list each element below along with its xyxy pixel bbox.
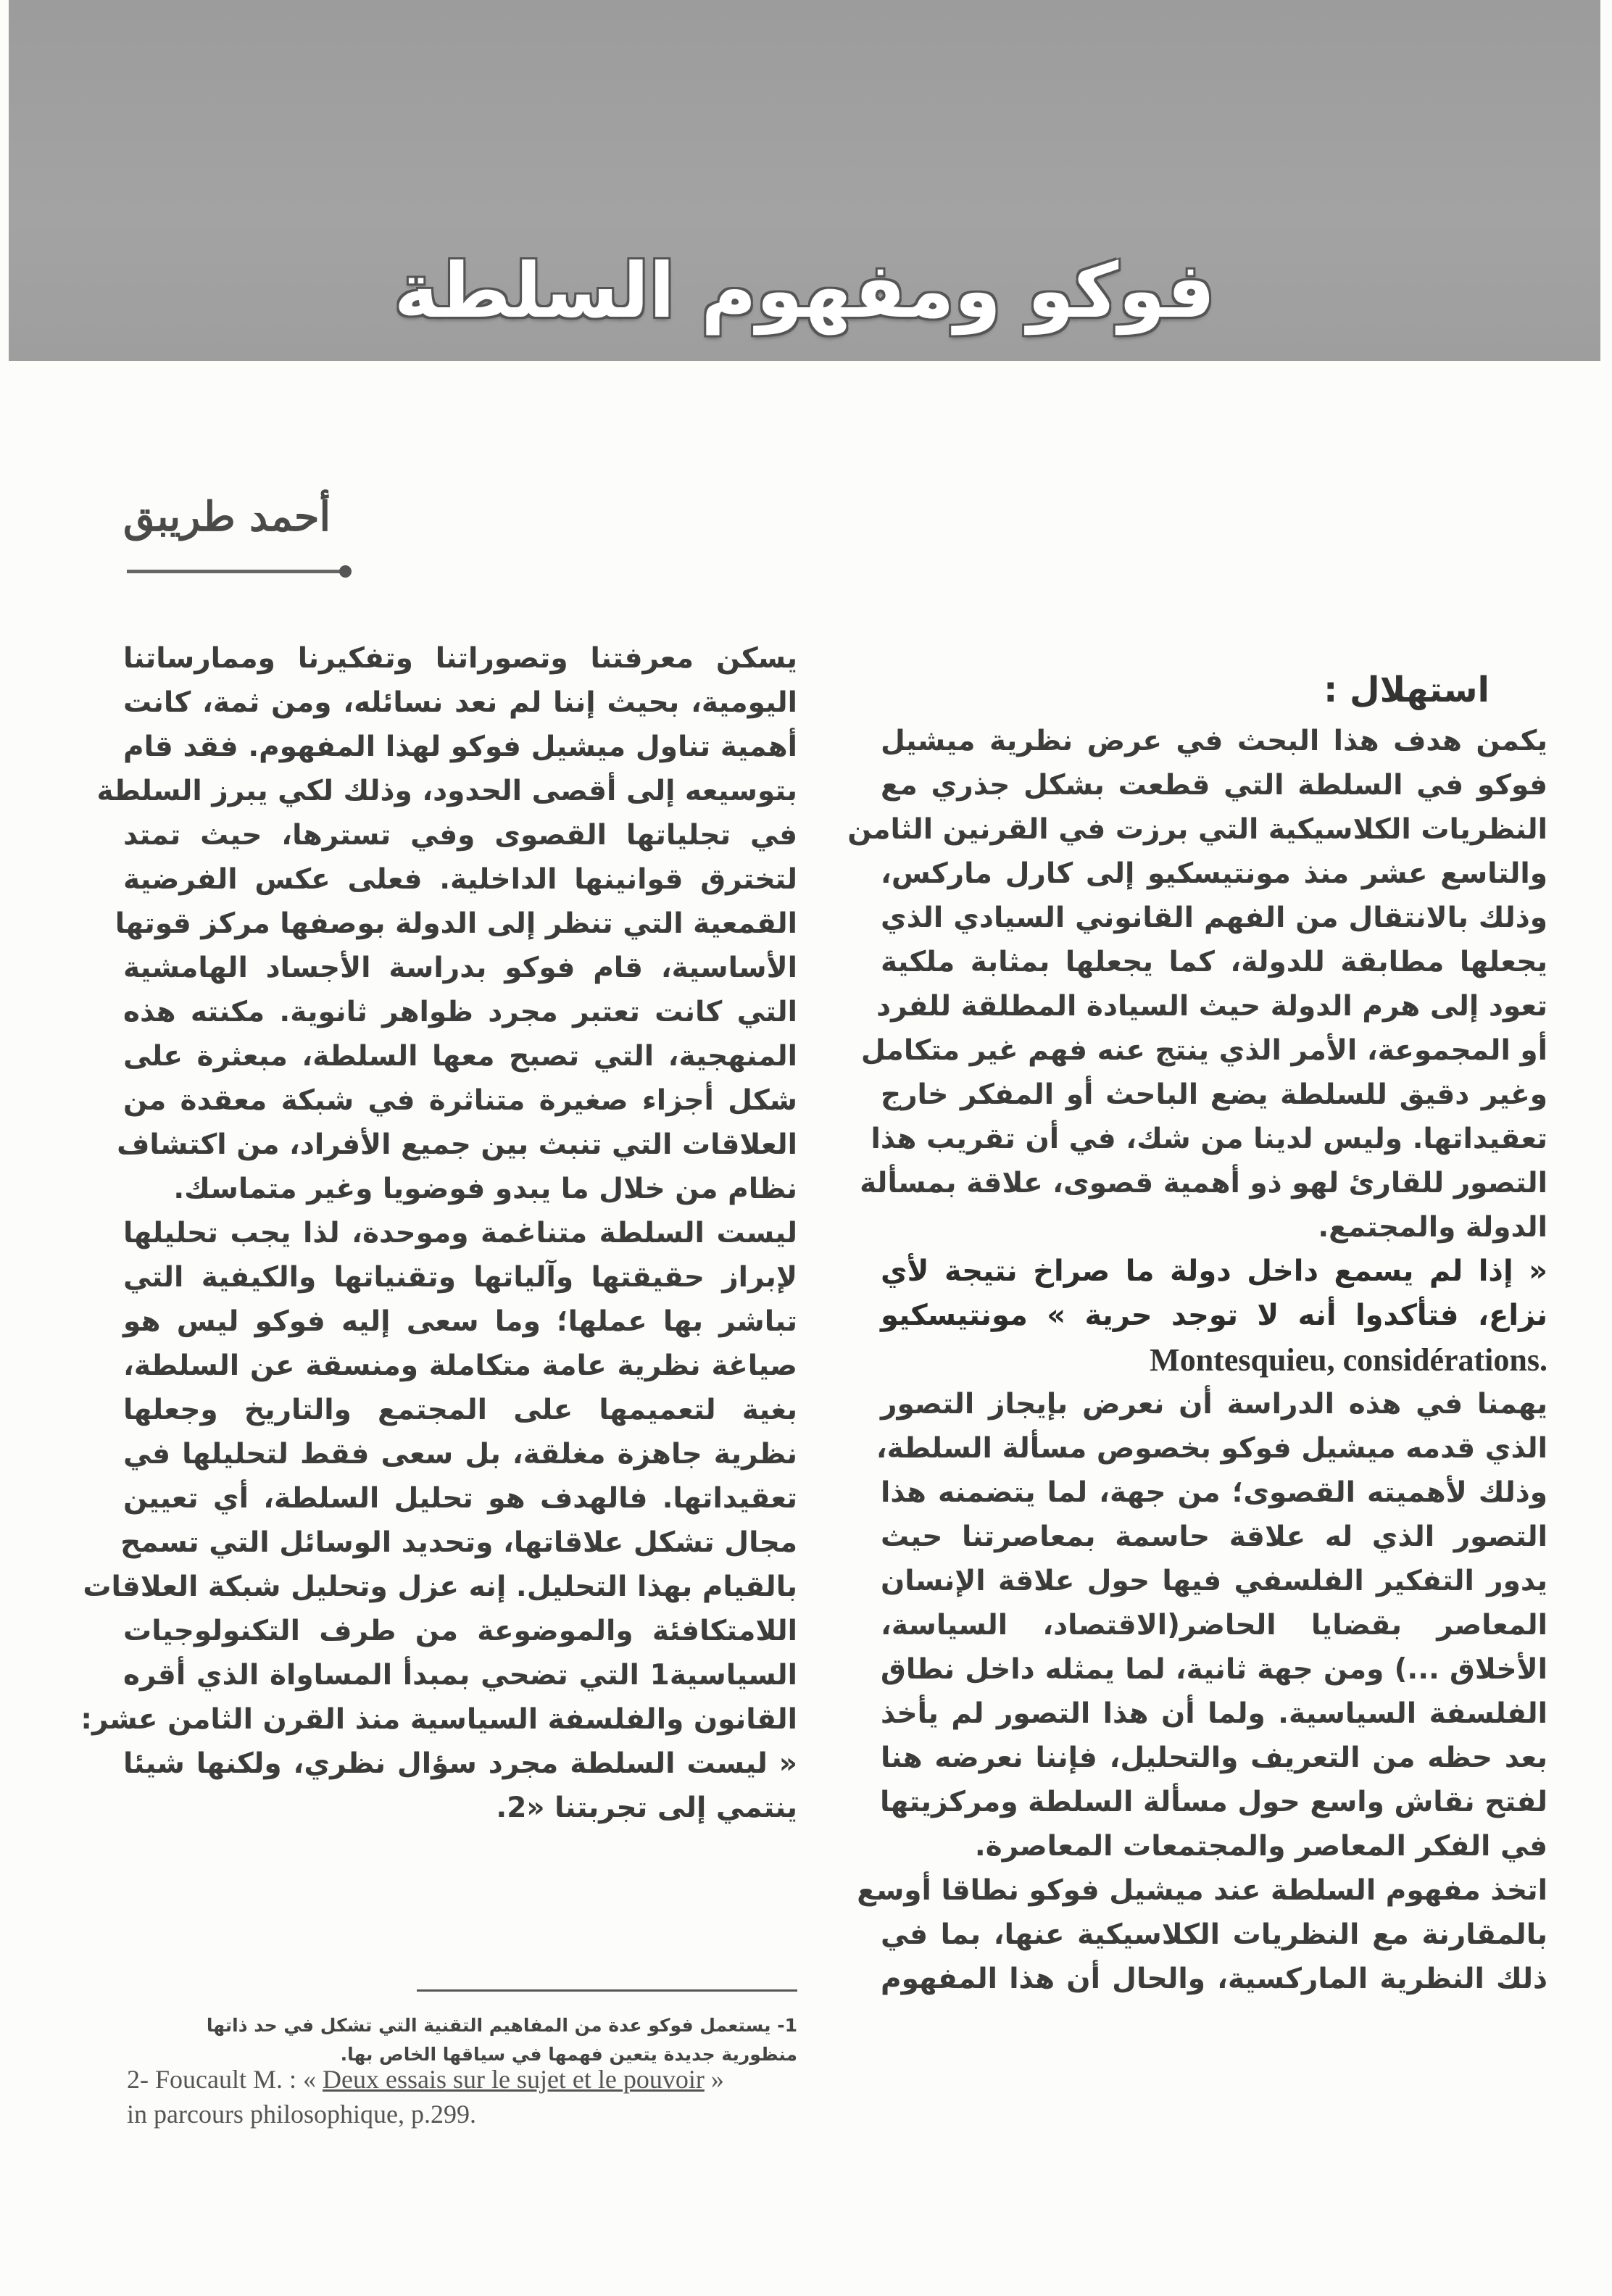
text-line: لفتح نقاش واسع حول مسألة السلطة ومركزيتها bbox=[880, 1786, 1547, 1818]
text-line: ليست السلطة متناغمة وموحدة، لذا يجب تحليلها bbox=[123, 1217, 797, 1249]
section-heading: استهلال : bbox=[1324, 670, 1490, 710]
article-title: فوكو ومفهوم السلطة bbox=[394, 246, 1216, 335]
text-line: بالمقارنة مع النظريات الكلاسيكية عنها، بما في bbox=[881, 1918, 1547, 1951]
text-line: السياسية1 التي تضحي بمبدأ المساواة الذي أقره bbox=[123, 1659, 797, 1692]
text-line: القانون والفلسفة السياسية منذ القرن الثامن عشر: bbox=[80, 1703, 797, 1736]
text-line: وغير دقيق للسلطة يضع الباحث أو المفكر خارج bbox=[881, 1078, 1547, 1111]
text-line: التصور الذي له علاقة حاسمة بمعاصرتنا حيث bbox=[881, 1521, 1547, 1553]
text-line: الفلسفة السياسية. ولما أن هذا التصور لم يأخذ bbox=[881, 1697, 1547, 1730]
author-name: أحمد طريبق bbox=[123, 493, 331, 541]
left-column bbox=[80, 636, 797, 1830]
text-line: نظام من خلال ما يبدو فوضويا وغير متماسك. bbox=[173, 1173, 797, 1205]
text-line: تعود إلى هرم الدولة حيث السيادة المطلقة للفرد bbox=[876, 990, 1547, 1023]
text-line: يكمن هدف هذا البحث في عرض نظرية ميشيل bbox=[881, 725, 1547, 757]
footnote-divider bbox=[417, 1989, 797, 1992]
text-line: في الفكر المعاصر والمجتمعات المعاصرة. bbox=[974, 1830, 1547, 1863]
text-line: فوكو في السلطة التي قطعت بشكل جذري مع bbox=[881, 769, 1547, 802]
text-line: تعقيداتها. وليس لدينا من شك، في أن تقريب هذا bbox=[871, 1123, 1547, 1155]
text-line: المنهجية، التي تصبح معها السلطة، مبعثرة على bbox=[123, 1040, 797, 1073]
text-line: العلاقات التي تنبث بين جميع الأفراد، من اكتشاف bbox=[117, 1128, 797, 1161]
text-line: الذي قدمه ميشيل فوكو بخصوص مسألة السلطة، bbox=[876, 1432, 1547, 1465]
text-line: « ليست السلطة مجرد سؤال نظري، ولكنها شيئا bbox=[123, 1747, 797, 1780]
text-line: مجال تشكل علاقاتها، وتحديد الوسائل التي تسمح bbox=[120, 1526, 797, 1559]
text-line: يسكن معرفتنا وتصوراتنا وتفكيرنا وممارساتنا bbox=[123, 642, 797, 675]
text-line: يجعلها مطابقة للدولة، كما يجعلها بمثابة ملكية bbox=[881, 946, 1547, 978]
montesquieu-quote bbox=[881, 1249, 1547, 1338]
text-line: النظريات الكلاسيكية التي برزت في القرنين الثامن bbox=[847, 813, 1547, 846]
text-line: « إذا لم يسمع داخل دولة ما صراخ نتيجة لأي bbox=[881, 1255, 1547, 1288]
text-line: القمعية التي تنظر إلى الدولة بوصفها مركز قوتها bbox=[115, 907, 797, 940]
author-divider-dot bbox=[339, 565, 352, 578]
intro-paragraph-2 bbox=[876, 1382, 1547, 1868]
text-line: المعاصر بقضايا الحاضر(الاقتصاد، السياسة، bbox=[881, 1609, 1547, 1642]
text-line: وذلك بالانتقال من الفهم القانوني السيادي الذي bbox=[881, 902, 1547, 934]
text-line: صياغة نظرية عامة متكاملة ومنسقة عن السلطة، bbox=[123, 1349, 797, 1382]
text-line: تباشر بها عملها؛ وما سعى إليه فوكو ليس هو bbox=[123, 1305, 797, 1338]
text-line: ينتمي إلى تجربتنا «2. bbox=[496, 1792, 797, 1824]
text-line: يهمنا في هذه الدراسة أن نعرض بإيجاز التصور bbox=[881, 1388, 1547, 1421]
text-line: التصور للقارئ لهو ذو أهمية قصوى، علاقة بمسألة bbox=[860, 1167, 1547, 1199]
footnote-2-title: Deux essais sur le sujet et le pouvoir bbox=[322, 2065, 705, 2094]
text-line: لتخترق قوانينها الداخلية. فعلى عكس الفرضية bbox=[123, 863, 797, 896]
text-line: الأخلاق ...) ومن جهة ثانية، لما يمثله داخل نطاق bbox=[881, 1653, 1547, 1686]
text-line: ذلك النظرية الماركسية، والحال أن هذا المفهوم bbox=[881, 1963, 1547, 1995]
author-divider bbox=[127, 570, 344, 573]
intro-paragraph-1 bbox=[847, 719, 1547, 1249]
footnote-1: 1- يستعمل فوكو عدة من المفاهيم التقنية التي تشكل في حد ذاتها منظورية جديدة يتعين فهمها في سياقها الخاص بها. bbox=[206, 2015, 797, 2065]
text-line: نظرية جاهزة مغلقة، بل سعى فقط لتحليلها في bbox=[123, 1438, 797, 1471]
right-column bbox=[847, 661, 1547, 2001]
text-line: بالقيام بهذا التحليل. إنه عزل وتحليل شبكة العلاقات bbox=[83, 1571, 797, 1603]
text-line: اللامتكافئة والموضوعة من طرف التكنولوجيات bbox=[123, 1615, 797, 1647]
text-line: في تجلياتها القصوى وفي تسترها، حيث تمتد bbox=[123, 819, 797, 852]
text-line: الدولة والمجتمع. bbox=[1318, 1211, 1547, 1244]
text-line: أو المجموعة، الأمر الذي ينتج عنه فهم غير متكامل bbox=[860, 1034, 1547, 1067]
footnote-2-suffix: » bbox=[704, 2065, 724, 2094]
footnote-2-source: in parcours philosophique, p.299. bbox=[127, 2100, 476, 2129]
text-line: يدور التفكير الفلسفي فيها حول علاقة الإنسان bbox=[881, 1565, 1547, 1597]
text-line: شكل أجزاء صغيرة متناثرة في شبكة معقدة من bbox=[123, 1084, 797, 1117]
text-line: اليومية، بحيث إننا لم نعد نسائله، ومن ثمة، كانت bbox=[123, 686, 797, 719]
text-line: اتخذ مفهوم السلطة عند ميشيل فوكو نطاقا أوسع bbox=[857, 1874, 1547, 1907]
text-line: تعقيداتها. فالهدف هو تحليل السلطة، أي تعيين bbox=[123, 1482, 797, 1515]
text-line: بتوسيعه إلى أقصى الحدود، وذلك لكي يبرز السلطة bbox=[96, 775, 797, 807]
text-line: لإبراز حقيقتها وآلياتها وتقنياتها والكيفية التي bbox=[123, 1261, 797, 1294]
text-line: وذلك لأهميته القصوى؛ من جهة، لما يتضمنه هذا bbox=[881, 1476, 1547, 1509]
text-line: والتاسع عشر منذ مونتيسكيو إلى كارل ماركس، bbox=[881, 857, 1547, 890]
text-line: الأساسية، قام فوكو بدراسة الأجساد الهامشية bbox=[123, 952, 797, 984]
intro-paragraph-3 bbox=[857, 1868, 1547, 2001]
footnote-2 bbox=[127, 2062, 808, 2131]
quote-source: Montesquieu, considérations. bbox=[1150, 1342, 1547, 1378]
footnote-2-prefix: 2- Foucault M. : « bbox=[127, 2065, 323, 2094]
title-banner bbox=[9, 0, 1600, 361]
text-line: بعد حظه من التعريف والتحليل، فإننا نعرضه هنا bbox=[881, 1742, 1547, 1774]
text-line: أهمية تناول ميشيل فوكو لهذا المفهوم. فقد قام bbox=[123, 731, 797, 763]
text-line: التي كانت تعتبر مجرد ظواهر ثانوية. مكنته هذه bbox=[123, 996, 797, 1028]
text-line: نزاع، فتأكدوا أنه لا توجد حرية » مونتيسكيو bbox=[881, 1299, 1547, 1332]
text-line: بغية لتعميمها على المجتمع والتاريخ وجعلها bbox=[123, 1394, 797, 1426]
